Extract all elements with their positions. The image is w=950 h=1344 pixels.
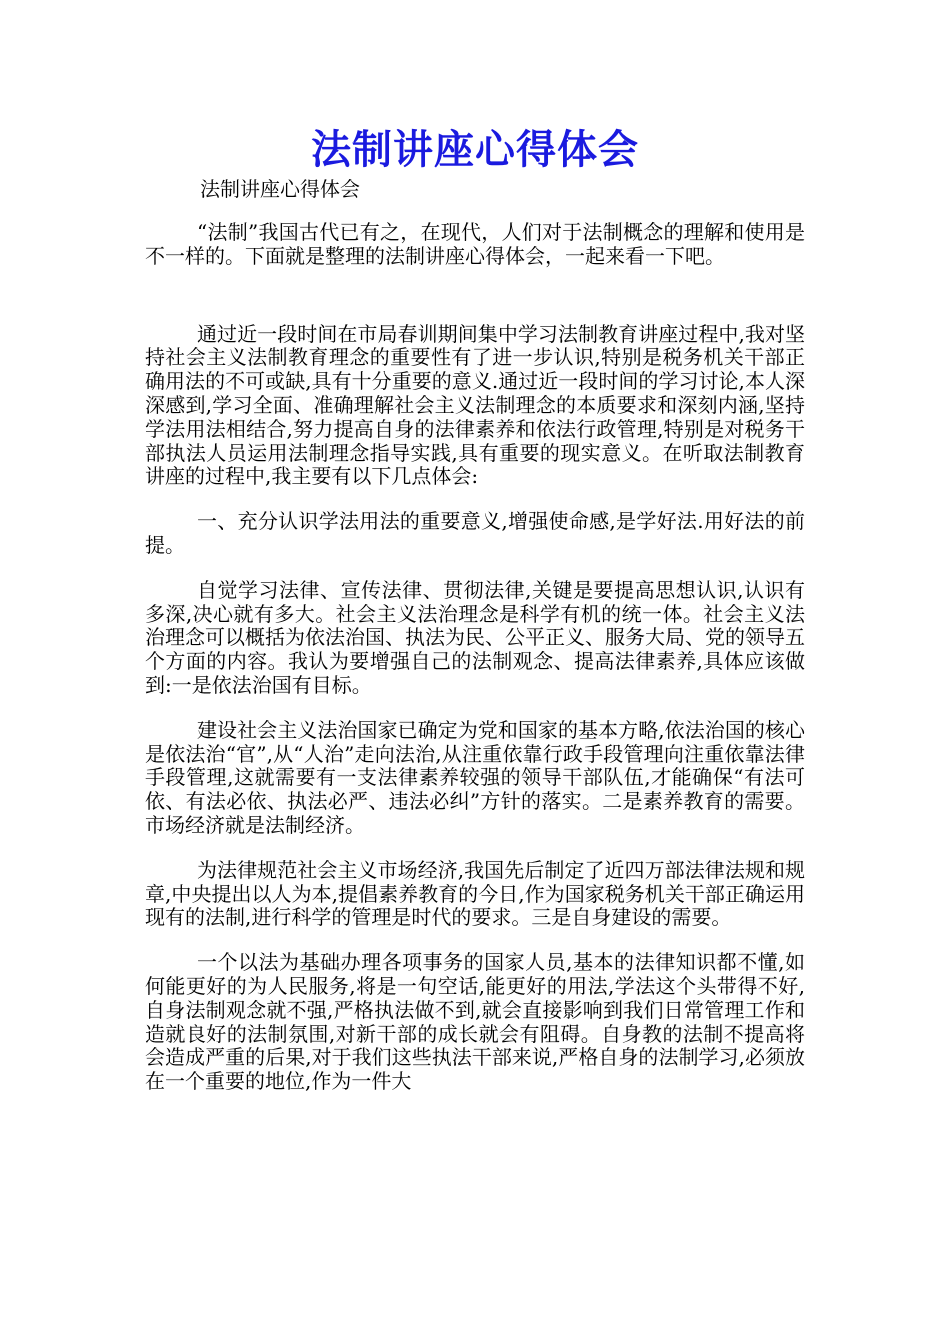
section-heading-paragraph: 一、充分认识学法用法的重要意义,增强使命感,是学好法.用好法的前提。 [145, 509, 805, 557]
document-body [145, 221, 805, 1115]
document-title: 法制讲座心得体会 [311, 126, 639, 173]
body-paragraph: 通过近一段时间在市局春训期间集中学习法制教育讲座过程中,我对坚持社会主义法制教育理念的重要性有了进一步认识,特别是税务机关干部正确用法的不可或缺,具有十分重要的意义.通过近一段时间的学习讨论,本人深深感到,学习全面、准确理解社会主义法制理念的本质要求和深刻内涵,坚持学法用法相结合,努力提高自身的法律素养和依法行政管理,特别是对税务干部执法人员运用法制理念指导实践,具有重要的现实意义。在听取法制教育讲座的过程中,我主要有以下几点体会: [145, 321, 805, 489]
body-paragraph: 自觉学习法律、宣传法律、贯彻法律,关键是要提高思想认识,认识有多深,决心就有多大。社会主义法治理念是科学有机的统一体。社会主义法治理念可以概括为依法治国、执法为民、公平正义、服务大局、党的领导五个方面的内容。我认为要增强自己的法制观念、提高法律素养,具体应该做到:一是依法治国有目标。 [145, 577, 805, 697]
body-paragraph: 为法律规范社会主义市场经济,我国先后制定了近四万部法律法规和规章,中央提出以人为本,提倡素养教育的今日,作为国家税务机关干部正确运用现有的法制,进行科学的管理是时代的要求。三是自身建设的需要。 [145, 857, 805, 930]
body-paragraph: 建设社会主义法治国家已确定为党和国家的基本方略,依法治国的核心是依法治“官”,从“人治”走向法治,从注重依靠行政手段管理向注重依靠法律手段管理,这就需要有一支法律素养较强的领导干部队伍,才能确保“有法可依、有法必依、执法必严、违法必纠”方针的落实。二是素养教育的需要。市场经济就是法制经济。 [145, 717, 805, 837]
body-paragraph: 一个以法为基础办理各项事务的国家人员,基本的法律知识都不懂,如何能更好的为人民服务,将是一句空话,能更好的用法,学法这个头带得不好,自身法制观念就不强,严格执法做不到,就会直接影响到我们日常管理工作和造就良好的法制氛围,对新干部的成长就会有阻碍。自身教的法制不提高将会造成严重的后果,对于我们这些执法干部来说,严格自身的法制学习,必须放在一个重要的地位,作为一件大 [145, 950, 805, 1094]
document-subtitle: 法制讲座心得体会 [200, 177, 360, 201]
intro-paragraph: “法制”我国古代已有之，在现代，人们对于法制概念的理解和使用是不一样的。下面就是整理的法制讲座心得体会，一起来看一下吧。 [145, 220, 805, 268]
